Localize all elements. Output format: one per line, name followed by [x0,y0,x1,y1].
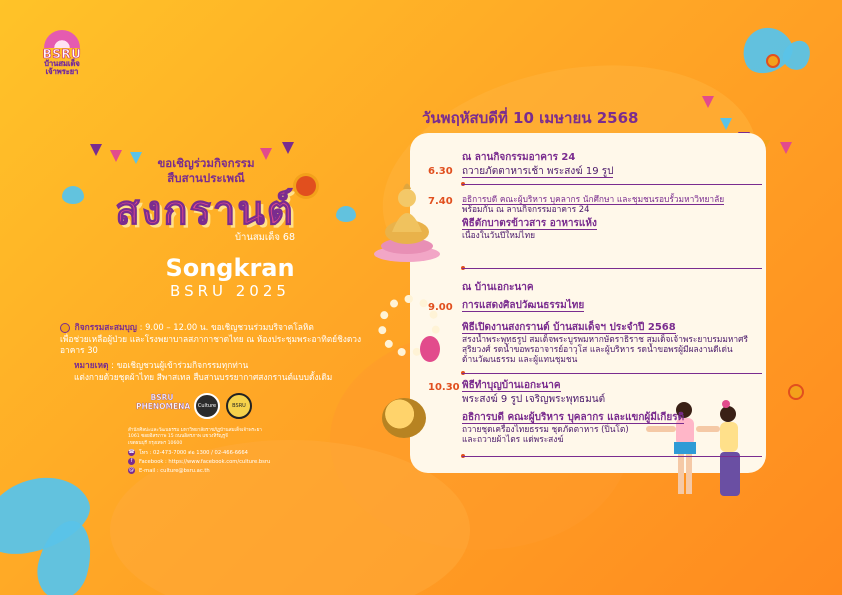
water-splash-icon [62,186,84,204]
event-details [462,194,762,240]
event-details [462,282,762,294]
event-line: พระสงฆ์ 9 รูป เจริญพระพุทธมนต์ [462,394,606,405]
title-subtitle: บ้านสมเด็จ 68 [234,232,295,243]
water-splash-icon [336,206,356,222]
flower-icon [766,54,780,68]
title-english: Songkran [165,254,295,282]
flower-tassel-icon [420,336,440,362]
event-line: และถวายผ้าไตร แด่พระสงฆ์ [462,434,564,444]
note-row [60,334,380,356]
note-text: เพื่อช่วยเหลือผู้ป่วย และโรงพยาบาลสภากาชาดไทย ณ ห้องประชุมพระอาทิตย์ชิงดวง อาคาร 30 [60,334,362,355]
event-line: ด้านวัฒนธรรม และผู้แทนชุมชน [462,354,578,364]
event-time: 10.30 [428,382,460,393]
note-label: กิจกรรมสะสมบุญ [74,322,137,332]
divider [462,268,762,269]
event-line: ณ บ้านเอกะนาค [462,282,534,293]
event-line-text: การแสดงศิลปวัฒนธรรมไทย [462,300,585,311]
logo-line1: บ้านสมเด็จ [44,59,80,68]
phone-icon: ☎ [128,449,135,456]
buddha-statue-icon [372,174,442,264]
event-line [462,322,762,334]
facebook-icon: f [128,458,135,465]
contact-address2: เขตธนบุรี กรุงเทพฯ 10600 [128,440,183,446]
note-text: แต่งกายด้วยชุดผ้าไทย สีพาสเทล สืบสานบรรยากาศสงกรานต์แบบดั้งเดิม [74,372,333,382]
event-line-text: พิธีตักบาตรข้าวสาร อาหารแห้ง [462,218,597,229]
event-line: เนื่องในวันปีใหม่ไทย [462,230,536,240]
sun-icon [296,176,316,196]
event-line: สุริยวงศ์ รดน้ำขอพรอาจารย์อาวุโส และผู้บริหาร รดน้ำขอพรผู้มีผลงานดีเด่น [462,344,733,354]
contact-facebook-row[interactable] [128,458,328,465]
note-label: หมายเหตุ [74,360,109,370]
event-line [462,218,762,230]
divider [462,373,762,374]
contact-email[interactable]: E-mail : culture@bsru.ac.th [139,467,210,474]
water-bowl-icon [382,398,426,438]
event-details [462,380,762,444]
page-title: สงกรานต์ [115,188,295,234]
bsru-seal-logo: BSRU [226,393,252,419]
title-english-sub: BSRU 2025 [170,282,290,300]
phenomena-line1: BSRU [150,393,174,402]
event-line-text: พิธีทำบุญบ้านเอกะนาค [462,380,561,391]
flower-icon [60,323,70,333]
contact-address1: 1061 ซอยอิสรภาพ 15 ถนนอิสรภาพ แขวงหิรัญรูจี [128,434,228,440]
event-line [462,194,762,204]
note-text: : ขอเชิญชวนผู้เข้าร่วมกิจกรรมทุกท่าน [111,360,249,370]
event-line [462,300,762,312]
phenomena-line2: PHENOMENA [136,402,191,411]
event-date: วันพฤหัสบดีที่ 10 เมษายน 2568 [422,109,639,127]
event-line [462,380,762,392]
logo-line2: เจ้าพระยา [45,67,79,76]
contact-email-row[interactable] [128,467,328,474]
event-line-text: ถวายภัตตาหารเช้า พระสงฆ์ 19 รูป [462,166,614,177]
contact-phone-row [128,449,328,456]
event-line [462,412,762,424]
event-time: 9.00 [428,302,453,313]
event-line-text: อธิการบดี คณะผู้บริหาร บุคลากร และแขกผู้มีเกียรติ [462,412,685,423]
partner-logos [136,393,252,419]
contact-phone: โทร : 02-473-7000 ต่อ 1300 / 02-466-6664 [139,449,248,456]
event-notes [60,322,380,384]
note-row [60,372,380,383]
contact-facebook[interactable]: Facebook : https://www.facebook.com/culture.bsru [139,458,271,465]
bsru-logo [38,30,86,88]
event-line: ณ ลานกิจกรรมอาคาร 24 [462,152,576,163]
flower-icon [788,384,804,400]
contact-org: สำนักศิลปะและวัฒนธรรม มหาวิทยาลัยราชภัฏบ้านสมเด็จเจ้าพระยา [128,428,262,433]
email-icon: @ [129,467,134,474]
logo-abbr: BSRU [42,47,82,61]
invite-line2: สืบสานประเพณี [167,171,245,185]
event-time: 7.40 [428,196,453,207]
event-line: พร้อมกัน ณ ลานกิจกรรมอาคาร 24 [462,204,590,214]
note-row [60,360,380,371]
event-details [462,152,762,178]
sun-icon [44,30,80,48]
event-line: ถวายชุดเครื่องไทยธรรม ชุดภัตตาหาร (ปิ่นโต) [462,424,629,434]
culture-logo: Culture [194,393,220,419]
event-line: สรงน้ำพระพุทธรูป สมเด็จพระบูรพมหากษัตราธิราช สมเด็จเจ้าพระยาบรมมหาศรี [462,334,748,344]
note-row [60,322,380,333]
event-line [462,166,762,178]
event-line-text: อธิการบดี คณะผู้บริหาร บุคลากร นักศึกษา และชุมชนรอบรั้วมหาวิทยาลัย [462,194,725,204]
contact-info [128,428,328,474]
bsru-phenomena-logo [136,393,191,419]
event-line-text: พิธีเปิดงานสงกรานต์ บ้านสมเด็จฯ ประจำปี 2568 [462,322,676,333]
divider [462,184,762,185]
note-text: : 9.00 – 12.00 น. ขอเชิญชวนร่วมบริจาคโลหิต [139,322,314,332]
event-details [462,300,762,364]
divider [462,456,762,457]
invite-line1: ขอเชิญร่วมกิจกรรม [157,156,255,170]
event-time: 6.30 [428,166,453,177]
